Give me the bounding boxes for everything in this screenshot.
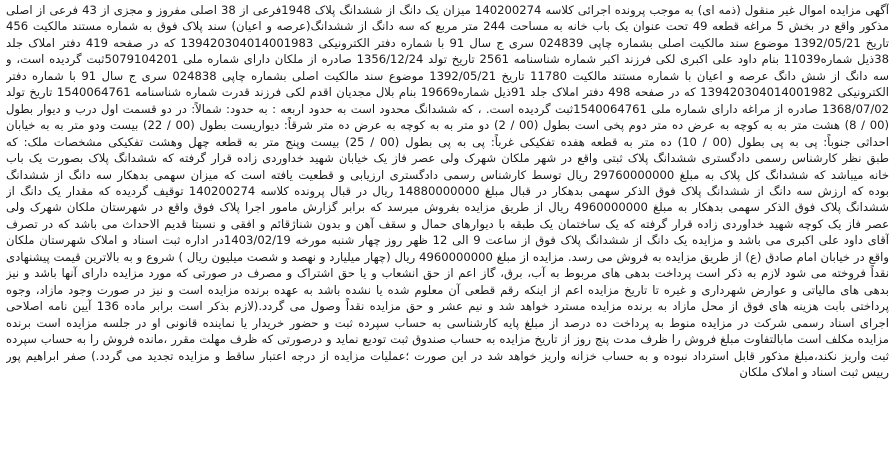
notice-line: مذکور واقع در بخش 5 مراغه قطعه 49 تحت عنوان یک باب خانه به مساحت 244 متر مربع که سه دانگ از ششدانگ(عرصه و اعیان) سند پلاک فوق به شماره مستند مالکیت 456 [6, 19, 889, 34]
notice-line: آگهی مزایده اموال غیر منقول (ذمه ای) به موجب پرونده اجرائی کلاسه 140200274 میزان یک دانگ از ششدانگ پلاک 1948فرعی از 38 اصلی مفروز و مجزی از 43 فرعی از اصلی [6, 3, 889, 17]
notice-line: 38ذیل شماره11039 بنام داود علی اکبری لکی فرزند اکبر شماره شناسنامه 2561 تاریخ تولد 1356/12/24 صادره از ملکان دارای شماره ملی 5079104201ثبت گردیده است، و [6, 52, 889, 67]
notice-line: 1368/07/02 صادره از مراغه دارای شماره ملی 1540064761ثبت گردیده است. ، که ششدانگ محدود است به حدود اربعه : به حدود: شمالاً: در دو قسمت اول درب و دیوار بطول [6, 101, 889, 116]
notice-line: بوده که ارزش سه دانگ از ششدانگ پلاک فوق الذکر سهمی بدهکار در قبال مبلغ 14880000000 ریال در قبال پرونده کلاسه 140200274 توقیف گردیده که مقدار یک دانگ از [6, 183, 889, 198]
notice-line: پرداختی بابت هزینه های فوق از محل مازاد به برنده مزایده مسترد خواهد شد و نیم عشر و حق مزایده نقداً وصول می گردد.(لازم بذکر است برابر ماده 136 آیین نامه اصلاحی [6, 299, 889, 314]
notice-line: بدهی های مالیاتی و عوارض شهرداری و غیره تا تاریخ مزایده اعم از اینکه رقم قطعی آن معلوم شده یا نشده باشد به عهده برنده مزایده است و نیز در صورت وجود مازاد، وجوه [6, 282, 889, 297]
notice-line: آقای داود علی اکبری می باشد و مزایده یک دانگ از ششدانگ پلاک فوق از ساعت 9 الی 12 ظهر روز چهار شنبه مورخه 1403/02/19در اداره ثبت اسناد و املاک شهرستان ملکان [6, 233, 889, 248]
notice-line: ثبت واریز نکند،مبلغ مذکور قابل استرداد نبوده و به حساب خزانه واریز خواهد شد در این صورت ؛عملیات مزایده از درجه اعتبار ساقط و مزایده تجدید می گردد.) صفر ابراهیم پور [6, 348, 889, 363]
notice-line: اجرای اسناد رسمی شرکت در مزایده منوط به پرداخت ده درصد از مبلغ پایه کارشناسی به حساب سپرده ثبت و حضور خریدار یا نماینده قانونی او در جلسه مزایده است برنده [6, 315, 889, 330]
notice-line: الکترونیکی 139420304014001982 که در صفحه 498 دفتر املاک جلد 91ذیل شماره19669 بنام بلال مجدیان اقدم لکی فرزند قدرت شماره شناسنامه 1540064761 تاریخ تولد [6, 85, 889, 100]
notice-line: عصر فاز یک کوچه شهید خداوردی زاده قرار گرفته که یک ساختمان یک طبقه با دیوارهای حمال و سقف آهن و بدون شناژقائم و افقی و نسبتا قدیم الاحداث می باشد که در تصرف [6, 216, 889, 231]
notice-line: سه دانگ از شش دانگ عرصه و اعیان با شماره مستند مالکیت 11780 تاریخ 1392/05/21 موضوع سند مالکیت اصلی بشماره چاپی 024838 سری ج سال 91 با شماره دفتر [6, 68, 889, 83]
notice-line: واقع در خیابان امام صادق (ع) از طریق مزایده به فروش می رسد. مزایده از مبلغ 4960000000 ریال (چهار میلیارد و نهصد و شصت میلیون ریال ) شروع و به بالاترین قیمت پیشنهادی [6, 249, 889, 264]
notice-line: نقداً فروخته می شود لازم به ذکر است پرداخت بدهی های مربوط به آب، برق، گاز اعم از حق انشعاب و یا حق اشتراک و مصرف در صورتی که مورد مزایده دارای آنها باشد و نیز [6, 266, 889, 281]
signature-line: رییس ثبت اسناد و املاک ملکان [739, 364, 889, 379]
notice-line: (00 / 8) هشت متر به به کوچه به عرض ده متر دوم پخی است بطول (00 / 2) دو متر به به کوچه به عرض ده متر شرقاً: دیواریست بطول (00 / 22) بیست ودو متر به به خیابان [6, 118, 889, 133]
notice-line: تاریخ 1392/05/21 موضوع سند مالکیت اصلی بشماره چاپی 024839 سری ج سال 91 با شماره دفتر الکترونیکی 139420304014001983 که در صفحه 419 دفتر املاک جلد [6, 35, 889, 50]
notice-line: خانه میباشد که ششدانگ کل پلاک به مبلغ 29760000000 ریال توسط کارشناس رسمی دادگستری ارزیابی و قطعیت یافته است که میزان سهمی بدهکار سه دانگ از ششدانگ [6, 167, 889, 182]
notice-line: طبق نظر کارشناس رسمی دادگستری ششدانگ پلاک ثبتی واقع در شهر ملکان شهرک ولی عصر فاز یک خیابان شهید خداوردی زاده قرار گرفته که ششدانگ پلاک بصورت یک باب [6, 151, 889, 166]
notice-line: مزایده مکلف است مابالتفاوت مبلغ فروش را ظرف مدت پنج روز از تاریخ مزایده به حساب صندوق ثبت تودیع نماید و درصورتی که ظرف مهلت مقرر ،مانده فروش را به حساب سپرده [6, 332, 889, 347]
notice-line: ششدانگ پلاک فوق الذکر سهمی بدهکار به مبلغ 4960000000 ریال از طریق مزایده بفروش میرسد که برابر گزارش مامور اجرا پلاک فوق واقع در شهرستان ملکان شهرک ولی [6, 200, 889, 215]
notice-line: احداثی جنوباً: پی به پی بطول (00 / 10) ده متر به قطعه هفده تفکیکی غرباً: پی به پی بطول (00 / 25) بیست وپنج متر به قطعه چهل وهشت تفکیکی مشخصات ملک: که [6, 134, 889, 149]
